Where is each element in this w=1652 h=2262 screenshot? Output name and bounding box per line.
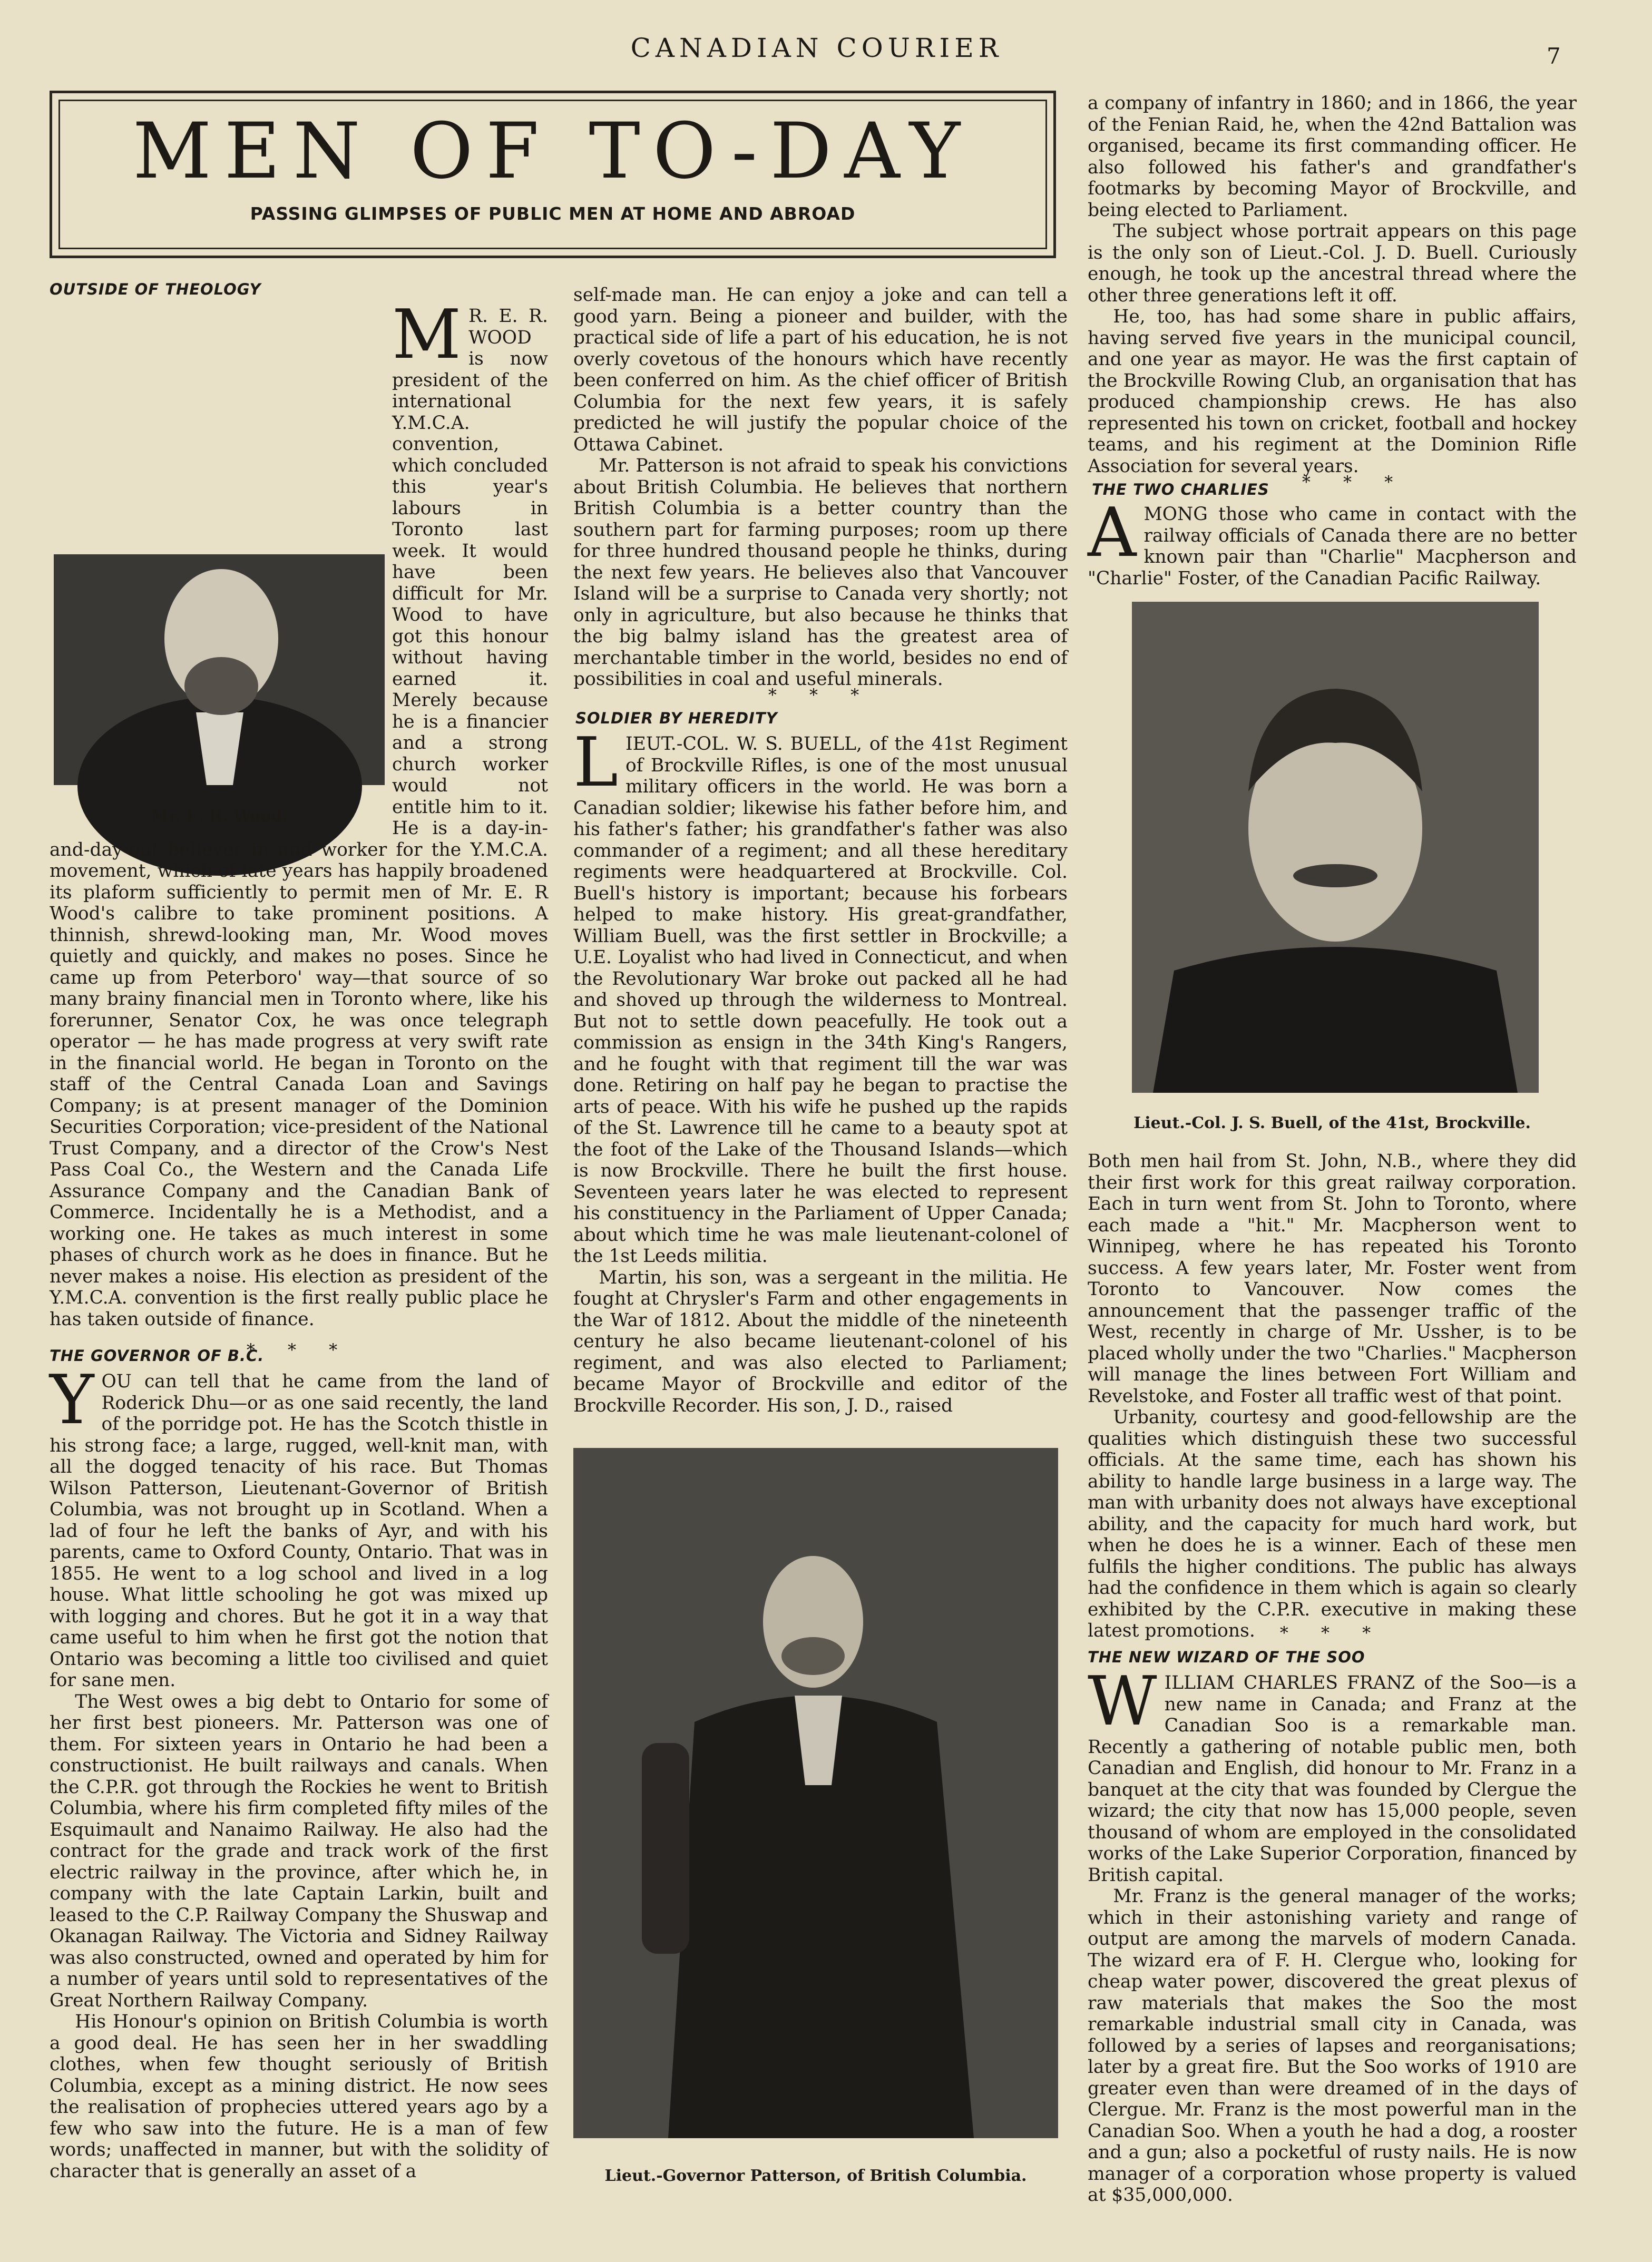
drop-cap-l: L: [573, 723, 618, 802]
portrait-buell: [1132, 602, 1539, 1093]
page-subtitle: PASSING GLIMPSES OF PUBLIC MEN AT HOME AND ABROAD: [250, 203, 856, 224]
soldier-paragraph-5: He, too, has had some share in public affairs, having served five years in the municipal council, and one year as mayor. He was the first captain of the Brockville Rowing Club, an organisation that has produced championship crews. He has also represented his town on cricket, football and hockey teams, and his regiment at the Dominion Rifle Association for several years.: [1088, 306, 1577, 477]
portrait-patterson-figure: [573, 1448, 1058, 2138]
soldier-paragraph-1: IEUT.-COL. W. S. BUELL, of the 41st Regiment of Brockville Rifles, is one of the most unusual military officers in the world. He was born a Canadian soldier; likewise his father before him, and his father's father; his grandfather's father was also commander of a regiment; and all these hereditary regiments were headquartered at Brockville. Col. Buell's history is important; because his forbears helped to make history. His great-grandfather, William Buell, was the first settler in Brockville; a U.E. Loyalist who had lived in Connecticut, and when the Revolutionary War broke out packed all he had and shoved up through the wilderness to Montreal. But not to settle down peacefully. He took out a commission as ensign in the 34th King's Rangers, and he fought with that regiment till the war was done. Retiring on half pay he began to practise the arts of peace. With his wife he pushed up the rapids of the St. Lawrence till he came to a beauty spot at the foot of the Lake of the Thousand Islands—which is now Brockville. There he built the first house. Seventeen years later he was elected to represent his constituency in the Parliament of Upper Canada; about which time he was male lieutenant-colonel of the 1st Leeds militia.: [573, 733, 1068, 1267]
drop-cap-a: A: [1088, 494, 1137, 572]
publication-name: CANADIAN COURIER: [630, 33, 1003, 63]
portrait-patterson: [573, 1448, 1058, 2138]
soldier-paragraph-2: Martin, his son, was a sergeant in the militia. He fought at Chrysler's Farm and other engagements in the War of 1812. About the middle of the nineteenth century he also became lieutenant-colonel of his regiment, and was also elected to Parliament; became Mayor of Brockville and editor of the Brockville Recorder. His son, J. D., raised: [573, 1267, 1068, 1416]
theology-paragraph-1: R. E. R. WOOD is now president of the international Y.M.C.A. convention, which concluded this year's labours in Toronto last week. It would have been difficult for Mr. Wood to have got this honour without having earned it. Merely because he is a financier and a strong church worker would not entitle him to it. He is a day-in-and-day-out believer in and worker for the Y.M.C.A. movement, which of late years has happily broadened its plaform sufficiently to permit men of Mr. E. R Wood's calibre to take prominent positions. A thinnish, shrewd-looking man, Mr. Wood moves quietly and quickly, and makes no poses. Since he came up from Peterboro' way—that source of so many brainy financial men in Toronto where, like his forerunner, Senator Cox, he was once telegraph operator — he has made progress at very swift rate in the financial world. He began in Toronto on the staff of the Central Canada Loan and Savings Company; is at present manager of the Dominion Securities Corporation; vice-president of the National Trust Company, and a director of the Crow's Nest Pass Coal Co., the Western and the Canada Life Assurance Company and the Canadian Bank of Commerce. Incidentally he is a Methodist, and a working one. He takes as much interest in some phases of church work as he does in finance. But he never makes a noise. His election as president of the Y.M.C.A. convention is the first really public place he has taken outside of finance.: [50, 306, 548, 1330]
section-break-4: * * *: [1279, 1623, 1385, 1643]
section-break-1: * * *: [246, 1340, 351, 1360]
article-governor-of-bc-part-2: [573, 285, 1068, 690]
portrait-buell-figure: [1132, 602, 1539, 1093]
charlies-paragraph-2: Both men hail from St. John, N.B., where they did their first work for this great railway corporation. Each in turn went from St. John to Toronto, where each made a "hit." Mr. Macpherson went to Winnipeg, where he has repeated his Toronto success. A few years later, Mr. Foster went from Toronto to Vancouver. Now comes the announcement that the passenger traffic of the West, recently in charge of Mr. Ussher, is to be placed wholly under the two "Charlies." Macpherson will manage the lines between Fort William and Revelstoke, and Foster all traffic west of that point.: [1088, 1151, 1577, 1407]
article-two-charlies-part-1: [1088, 494, 1577, 592]
title-box: [50, 91, 1056, 258]
governor-paragraph-4: self-made man. He can enjoy a joke and can tell a good yarn. Being a pioneer and builder, with the practical side of life a part of his education, he is not overly covetous of the honours which have recently been conferred on him. As the chief officer of British Columbia for the next few years, it is safely predicted he will justify the popular choice of the Ottawa Cabinet.: [573, 285, 1068, 455]
wizard-paragraph-1: ILLIAM CHARLES FRANZ of the Soo—is a new name in Canada; and Franz at the Canadian Soo is a remarkable man. Recently a gathering of notable public men, both Canadian and English, did honour to Mr. Franz in a banquet at the city that was founded by Clergue the wizard; the city that now has 15,000 people, seven thousand of whom are employed in the consolidated works of the Lake Superior Corporation, financed by British capital.: [1088, 1672, 1577, 1886]
caption-wood: Mr. E. R. Wood.: [151, 807, 288, 826]
article-soldier-part-2: [1088, 93, 1577, 477]
page-number: 7: [1547, 43, 1561, 69]
governor-paragraph-5: Mr. Patterson is not afraid to speak his convictions about British Columbia. He believes that northern British Columbia is a better country than the southern part for farming purposes; room up there for three hundred thousand people he thinks, during the next few years. He believes also that Vancouver Island will be a surprise to Canada very shortly; not only in agriculture, but also because he thinks that the big balmy island has the greatest area of merchantable timber in the world, besides no end of possibilities in coal and useful minerals.: [573, 455, 1068, 690]
heading-outside-of-theology: OUTSIDE OF THEOLOGY: [50, 280, 261, 298]
heading-new-wizard-of-the-soo: THE NEW WIZARD OF THE SOO: [1088, 1648, 1365, 1666]
governor-paragraph-2: The West owes a big debt to Ontario for some of her first best pioneers. Mr. Patterson was one of them. For sixteen years in Ontario he had been a constructionist. He built railways and canals. When the C.P.R. got through the Rockies he went to British Columbia, where his firm completed fifty miles of the Esquimault and Nanaimo Railway. He also had the contract for the grade and track work of the first electric railway in the province, after which he, in company with the late Captain Larkin, built and leased to the C.P. Railway Company the Shuswap and Okanagan Railway. The Victoria and Sidney Railway was also constructed, owned and operated by him for a number of years until sold to representatives of the Great Northern Railway Company.: [50, 1691, 548, 2011]
section-break-3: * * *: [1302, 472, 1407, 492]
charlies-paragraph-3: Urbanity, courtesy and good-fellowship are the qualities which distinguish these two successful officials. At the same time, each has shown his ability to handle large business in a large way. The man with urbanity does not always have exceptional ability, and the capacity for much hard work, but when he does he is a winner. Each of these men fulfils the higher conditions. The public has always had the confidence in them which is again so clearly exhibited by the C.P.R. executive in making these latest promotions.: [1088, 1407, 1577, 1641]
section-break-2: * * *: [768, 685, 873, 705]
article-new-wizard-of-the-soo: [1088, 1662, 1577, 2206]
heading-two-charlies: THE TWO CHARLIES: [1092, 481, 1269, 498]
governor-paragraph-3: His Honour's opinion on British Columbia is worth a good deal. He has seen her in her swaddling clothes, when few thought seriously of British Columbia, except as a mining district. He now sees the realisation of prophecies uttered years ago by a few who saw into the future. He is a man of few words; unaffected in manner, but with the solidity of character that is generally an asset of a: [50, 2011, 548, 2182]
governor-paragraph-1: OU can tell that he came from the land of Roderick Dhu—or as one said recently, the land of the porridge pot. He has the Scotch thistle in his strong face; a large, rugged, well-knit man, with all the dogged tenacity of his race. But Thomas Wilson Patterson, Lieutenant-Governor of British Columbia, was not brought up in Scotland. When a lad of four he left the banks of Ayr, and with his parents, came to Oxford County, Ontario. That was in 1855. He went to a log school and lived in a log house. What little schooling he got was mixed up with logging and chores. But he got it in a way that came useful to him when he first got the notion that Ontario was becoming a little too civilised and quiet for sane men.: [50, 1371, 548, 1691]
portrait-wood-figure: [54, 554, 385, 785]
article-soldier-part-1: [573, 723, 1068, 1424]
title-inner-frame: [58, 100, 1047, 249]
article-governor-of-bc-part-1: [50, 1361, 548, 2182]
caption-patterson: Lieut.-Governor Patterson, of British Columbia.: [604, 2167, 1027, 2185]
drop-cap-y: Y: [50, 1361, 94, 1440]
heading-governor-of-bc: THE GOVERNOR OF B.C.: [50, 1347, 265, 1365]
soldier-paragraph-4: The subject whose portrait appears on this page is the only son of Lieut.-Col. J. D. Buell. Curiously enough, he took up the ancestral thread where the other three generations left it off.: [1088, 221, 1577, 306]
wizard-paragraph-2: Mr. Franz is the general manager of the works; which in their astonishing variety and range of output are among the marvels of modern Canada. The wizard era of F. H. Clergue who, looking for cheap water power, discovered the great plexus of raw materials that makes the Soo the most remarkable industrial small city in Canada, was followed by a series of lapses and reorganisations; later by a great fire. But the Soo works of 1910 are greater even than were dreamed of in the days of Clergue. Mr. Franz is the most powerful man in the Canadian Soo. When a youth he had a dog, a rooster and a gun; also a pocketful of rusty nails. He is now manager of a corporation whose property is valued at $35,000,000.: [1088, 1886, 1577, 2206]
heading-soldier-by-heredity: SOLDIER BY HEREDITY: [575, 709, 778, 727]
soldier-paragraph-3: a company of infantry in 1860; and in 1866, the year of the Fenian Raid, he, when the 42nd Battalion was organised, became its first commanding officer. He also followed his father's and grandfather's footmarks by becoming Mayor of Brockville, and being elected to Parliament.: [1088, 93, 1577, 221]
drop-cap-w: W: [1088, 1662, 1157, 1741]
charlies-paragraph-1: MONG those who came in contact with the railway officials of Canada there are no better known pair than "Charlie" Macpherson and "Charlie" Foster, of the Canadian Pacific Railway.: [1088, 504, 1577, 589]
photo-float-space: [50, 306, 392, 837]
caption-buell: Lieut.-Col. J. S. Buell, of the 41st, Brockville.: [1133, 1114, 1531, 1132]
article-two-charlies-part-2: [1088, 1151, 1577, 1641]
drop-cap-m: M: [392, 296, 462, 374]
page-title: MEN OF TO-DAY: [132, 106, 973, 196]
portrait-wood: [54, 554, 385, 785]
